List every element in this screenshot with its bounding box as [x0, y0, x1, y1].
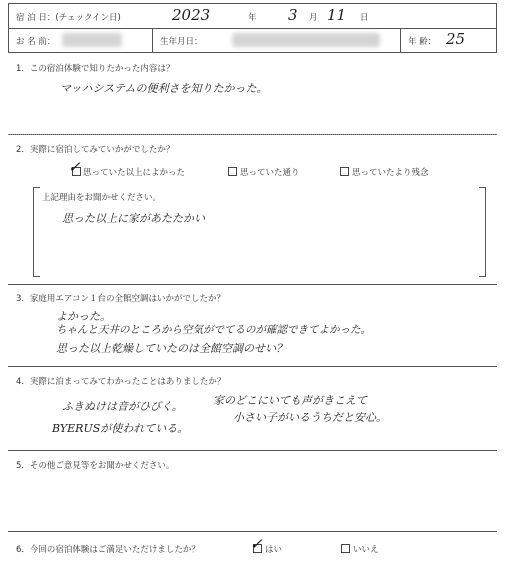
check-mark-icon: ✓ — [250, 535, 263, 553]
stay-date-label: 宿 泊 日：(チェックイン日) — [16, 13, 121, 23]
q3-answer-line-2[interactable]: ちゃんと天井のところから空気がでてるのが確認できてよかった。 — [56, 324, 371, 336]
q4-answer-right-2[interactable]: 小さい子がいるうちだと安心。 — [233, 411, 387, 424]
q6-yes-label: はい — [265, 545, 283, 555]
month-label: 月 — [309, 13, 318, 23]
q2-reason-label: 上記理由をお聞かせください。 — [42, 193, 162, 203]
q1-question: 1．この宿泊体験で知りたかった内容は？ — [16, 64, 175, 74]
name-label: お 名 前： — [16, 37, 56, 47]
q6-no-label: いいえ — [353, 545, 379, 555]
q1-answer[interactable]: マッハシステムの便利さを知りたかった。 — [60, 82, 268, 95]
divider — [8, 134, 497, 135]
q4-answer-right-1[interactable]: 家のどこにいても声がきこえて — [213, 394, 367, 407]
q4-answer-left-2[interactable]: BYERUSが使われている。 — [52, 422, 189, 435]
reason-bracket-left — [33, 187, 40, 277]
age-label: 年 齢： — [408, 37, 437, 47]
q2-option-2-checkbox[interactable] — [228, 167, 237, 176]
q2-option-2-label: 思っていた通り — [240, 168, 300, 178]
q5-question: 5．その他ご意見等をお聞かせください。 — [16, 461, 175, 471]
q3-question: 3．家庭用エアコン１台の全館空調はいかがでしたか？ — [16, 294, 225, 304]
name-redacted — [62, 33, 122, 47]
q2-option-3-checkbox[interactable] — [340, 167, 349, 176]
reason-bracket-right — [479, 187, 486, 277]
stay-year-value[interactable]: 2023 — [172, 6, 211, 24]
q6-question: 6．今回の宿泊体験はご満足いただけましたか？ — [16, 545, 200, 555]
q4-question: 4．実際に泊まってみてわかったことはありましたか？ — [16, 377, 226, 387]
q2-reason-answer[interactable]: 思った以上に家があたたかい — [62, 212, 205, 225]
day-label: 日 — [360, 13, 369, 23]
check-mark-icon: ✓ — [68, 158, 81, 176]
stay-month-value[interactable]: 3 — [288, 6, 298, 24]
q2-option-3-label: 思っていたより残念 — [352, 168, 429, 178]
q6-no-checkbox[interactable] — [341, 544, 350, 553]
birthdate-redacted — [232, 33, 380, 47]
stay-day-value[interactable]: 11 — [327, 6, 347, 24]
age-value[interactable]: 25 — [446, 30, 466, 48]
q3-answer-line-1[interactable]: よかった。 — [56, 310, 111, 323]
q2-question: 2．実際に宿泊してみていかがでしたか？ — [16, 145, 175, 155]
q2-option-1-label: 思っていた以上によかった — [83, 168, 186, 178]
q3-answer-line-3[interactable]: 思った以上乾燥していたのは全館空調のせい？ — [56, 342, 287, 355]
year-label: 年 — [248, 13, 257, 23]
birthdate-label: 生年月日： — [160, 37, 203, 47]
q4-answer-left-1[interactable]: ふきぬけは音がひびく。 — [62, 400, 183, 413]
